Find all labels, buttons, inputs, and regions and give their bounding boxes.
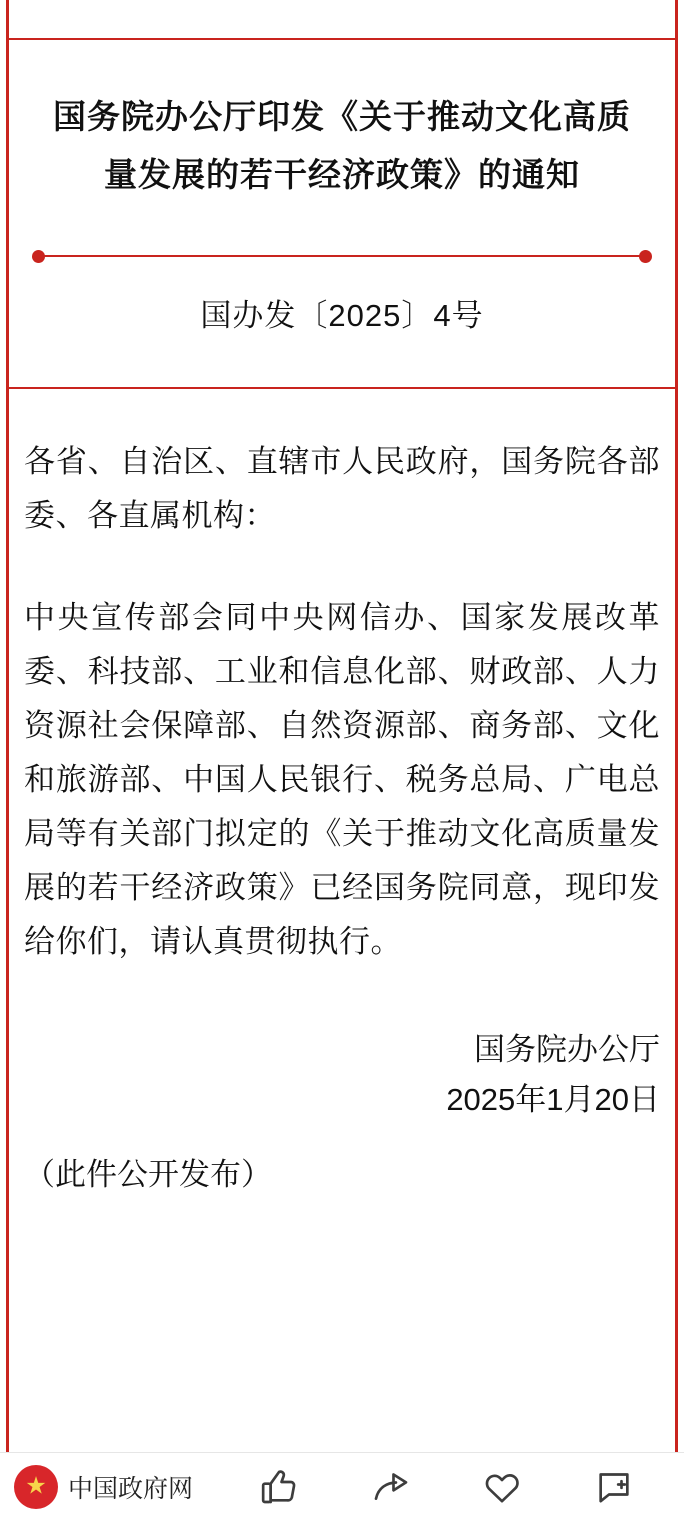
comment-icon[interactable]	[591, 1464, 637, 1510]
national-emblem-icon	[14, 1465, 58, 1509]
footer-bar	[0, 1452, 684, 1520]
addressee-paragraph: 各省、自治区、直辖市人民政府，国务院各部委、各直属机构：	[24, 444, 660, 533]
document-number: 国办发〔2025〕4号	[200, 298, 484, 333]
body-paragraph: 中央宣传部会同中央网信办、国家发展改革委、科技部、工业和信息化部、财政部、人力资源社会保障部、自然资源部、商务部、文化和旅游部、中国人民银行、税务总局、广电总局等有关部门拟定的《关于推动文化高质量发展的若干经济政策》已经国务院同意，现印发给你们，请认真贯彻执行。	[24, 600, 660, 959]
red-divider	[32, 248, 652, 264]
source-block[interactable]	[14, 1465, 193, 1509]
action-bar	[193, 1464, 670, 1510]
divider-bar	[40, 255, 644, 257]
header-separator-rule	[6, 387, 678, 389]
source-name: 中国政府网	[68, 1474, 194, 1503]
like-icon[interactable]	[256, 1464, 302, 1510]
sign-date: 2025年1月20日	[446, 1082, 660, 1117]
share-icon[interactable]	[368, 1464, 414, 1510]
signer-name: 国务院办公厅	[474, 1032, 660, 1067]
document-body	[6, 40, 678, 1520]
publish-note: （此件公开发布）	[24, 1157, 272, 1192]
favorite-icon[interactable]	[479, 1464, 525, 1510]
signature-block	[24, 1025, 660, 1125]
divider-dot-right	[639, 250, 652, 263]
page-title: 国务院办公厅印发《关于推动文化高质量发展的若干经济政策》的通知	[53, 98, 631, 193]
